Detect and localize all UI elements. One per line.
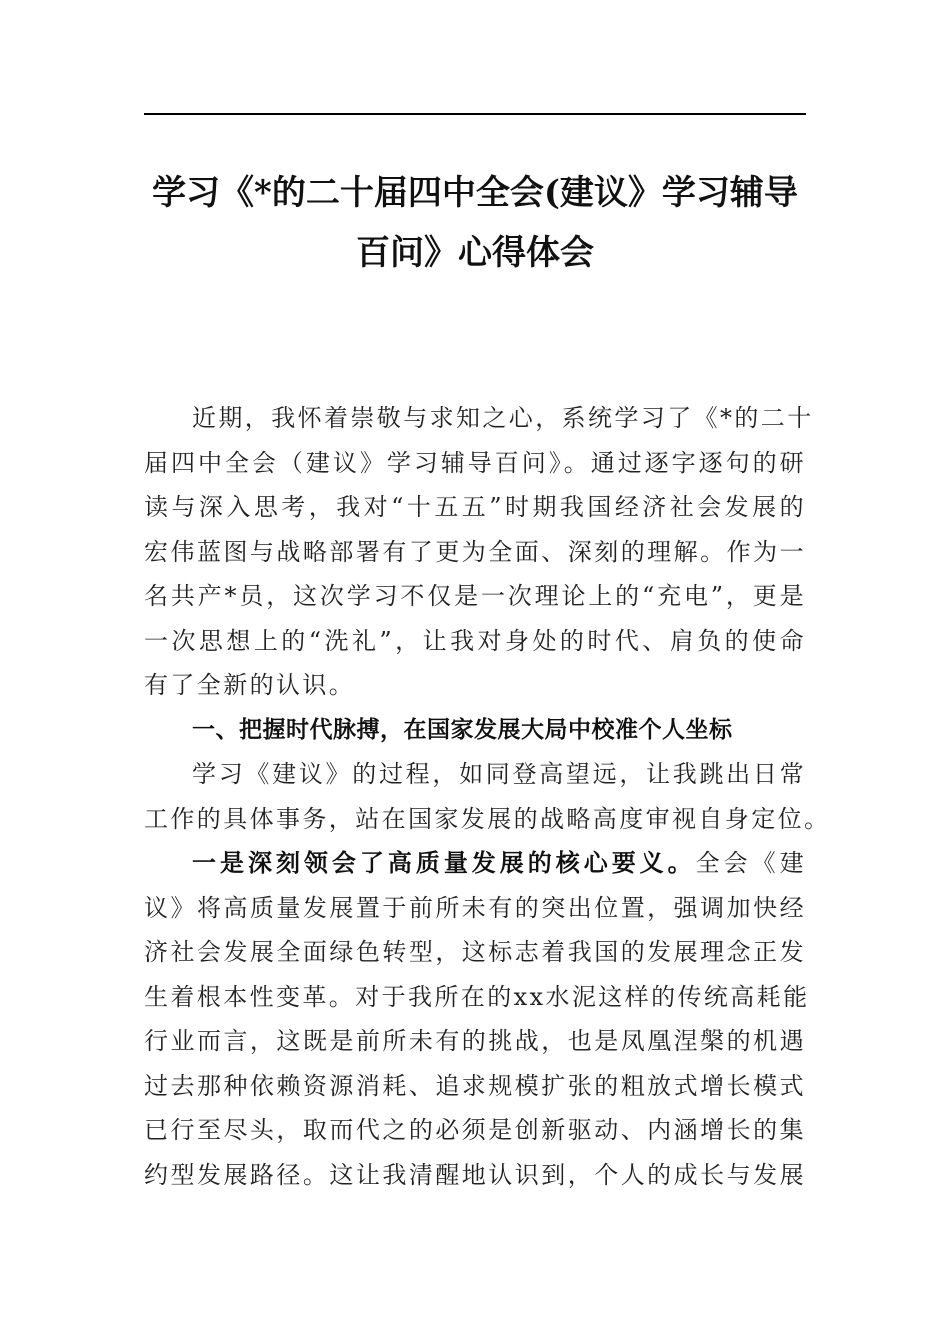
text-line: 届四中全会（建议》学习辅导百问》。通过逐字逐句的研 — [144, 448, 806, 477]
intro-paragraph — [144, 396, 814, 708]
text-line: 过去那种依赖资源消耗、追求规模扩张的粗放式增长模式 — [144, 1071, 806, 1100]
header-rule — [144, 113, 806, 115]
document-title — [144, 163, 806, 283]
title-line: 百问》心得体会 — [356, 233, 594, 273]
section-paragraph — [144, 752, 831, 841]
text-line: 约型发展路径。这让我清醒地认识到，个人的成长与发展 — [144, 1160, 806, 1189]
section-heading: 一、把握时代脉搏，在国家发展大局中校准个人坐标 — [192, 716, 733, 743]
document-body — [144, 396, 831, 1197]
title-line: 学习《*的二十届四中全会(建议》学习辅导 — [152, 173, 798, 213]
text-line: 济社会发展全面绿色转型，这标志着我国的发展理念正发 — [144, 938, 806, 966]
text-line: 近期，我怀着崇敬与求知之心，系统学习了《*的二十 — [192, 404, 814, 432]
text-line — [144, 841, 806, 886]
point-lead-rest: 全会《建 — [695, 849, 806, 877]
text-line: 工作的具体事务，站在国家发展的战略高度审视自身定位。 — [144, 804, 831, 833]
text-line: 生着根本性变革。对于我所在的xx水泥这样的传统高耗能 — [144, 982, 810, 1011]
text-line: 一次思想上的“洗礼”，让我对身处的时代、肩负的使命 — [144, 626, 806, 655]
text-line: 议》将高质量发展置于前所未有的突出位置，强调加快经 — [144, 893, 806, 922]
point-paragraph — [144, 841, 810, 1197]
text-line: 行业而言，这既是前所未有的挑战，也是凤凰涅槃的机遇 — [144, 1027, 806, 1055]
text-line: 学习《建议》的过程，如同登高望远，让我跳出日常 — [192, 760, 806, 788]
text-line: 名共产*员，这次学习不仅是一次理论上的“充电”，更是 — [144, 582, 806, 610]
text-line: 读与深入思考，我对“十五五”时期我国经济社会发展的 — [144, 493, 806, 521]
point-lead: 一是深刻领会了高质量发展的核心要义。 — [192, 848, 696, 877]
text-line: 有了全新的认识。 — [144, 671, 356, 699]
text-line: 宏伟蓝图与战略部署有了更为全面、深刻的理解。作为一 — [144, 537, 806, 566]
text-line: 已行至尽头，取而代之的必须是创新驱动、内涵增长的集 — [144, 1116, 806, 1144]
